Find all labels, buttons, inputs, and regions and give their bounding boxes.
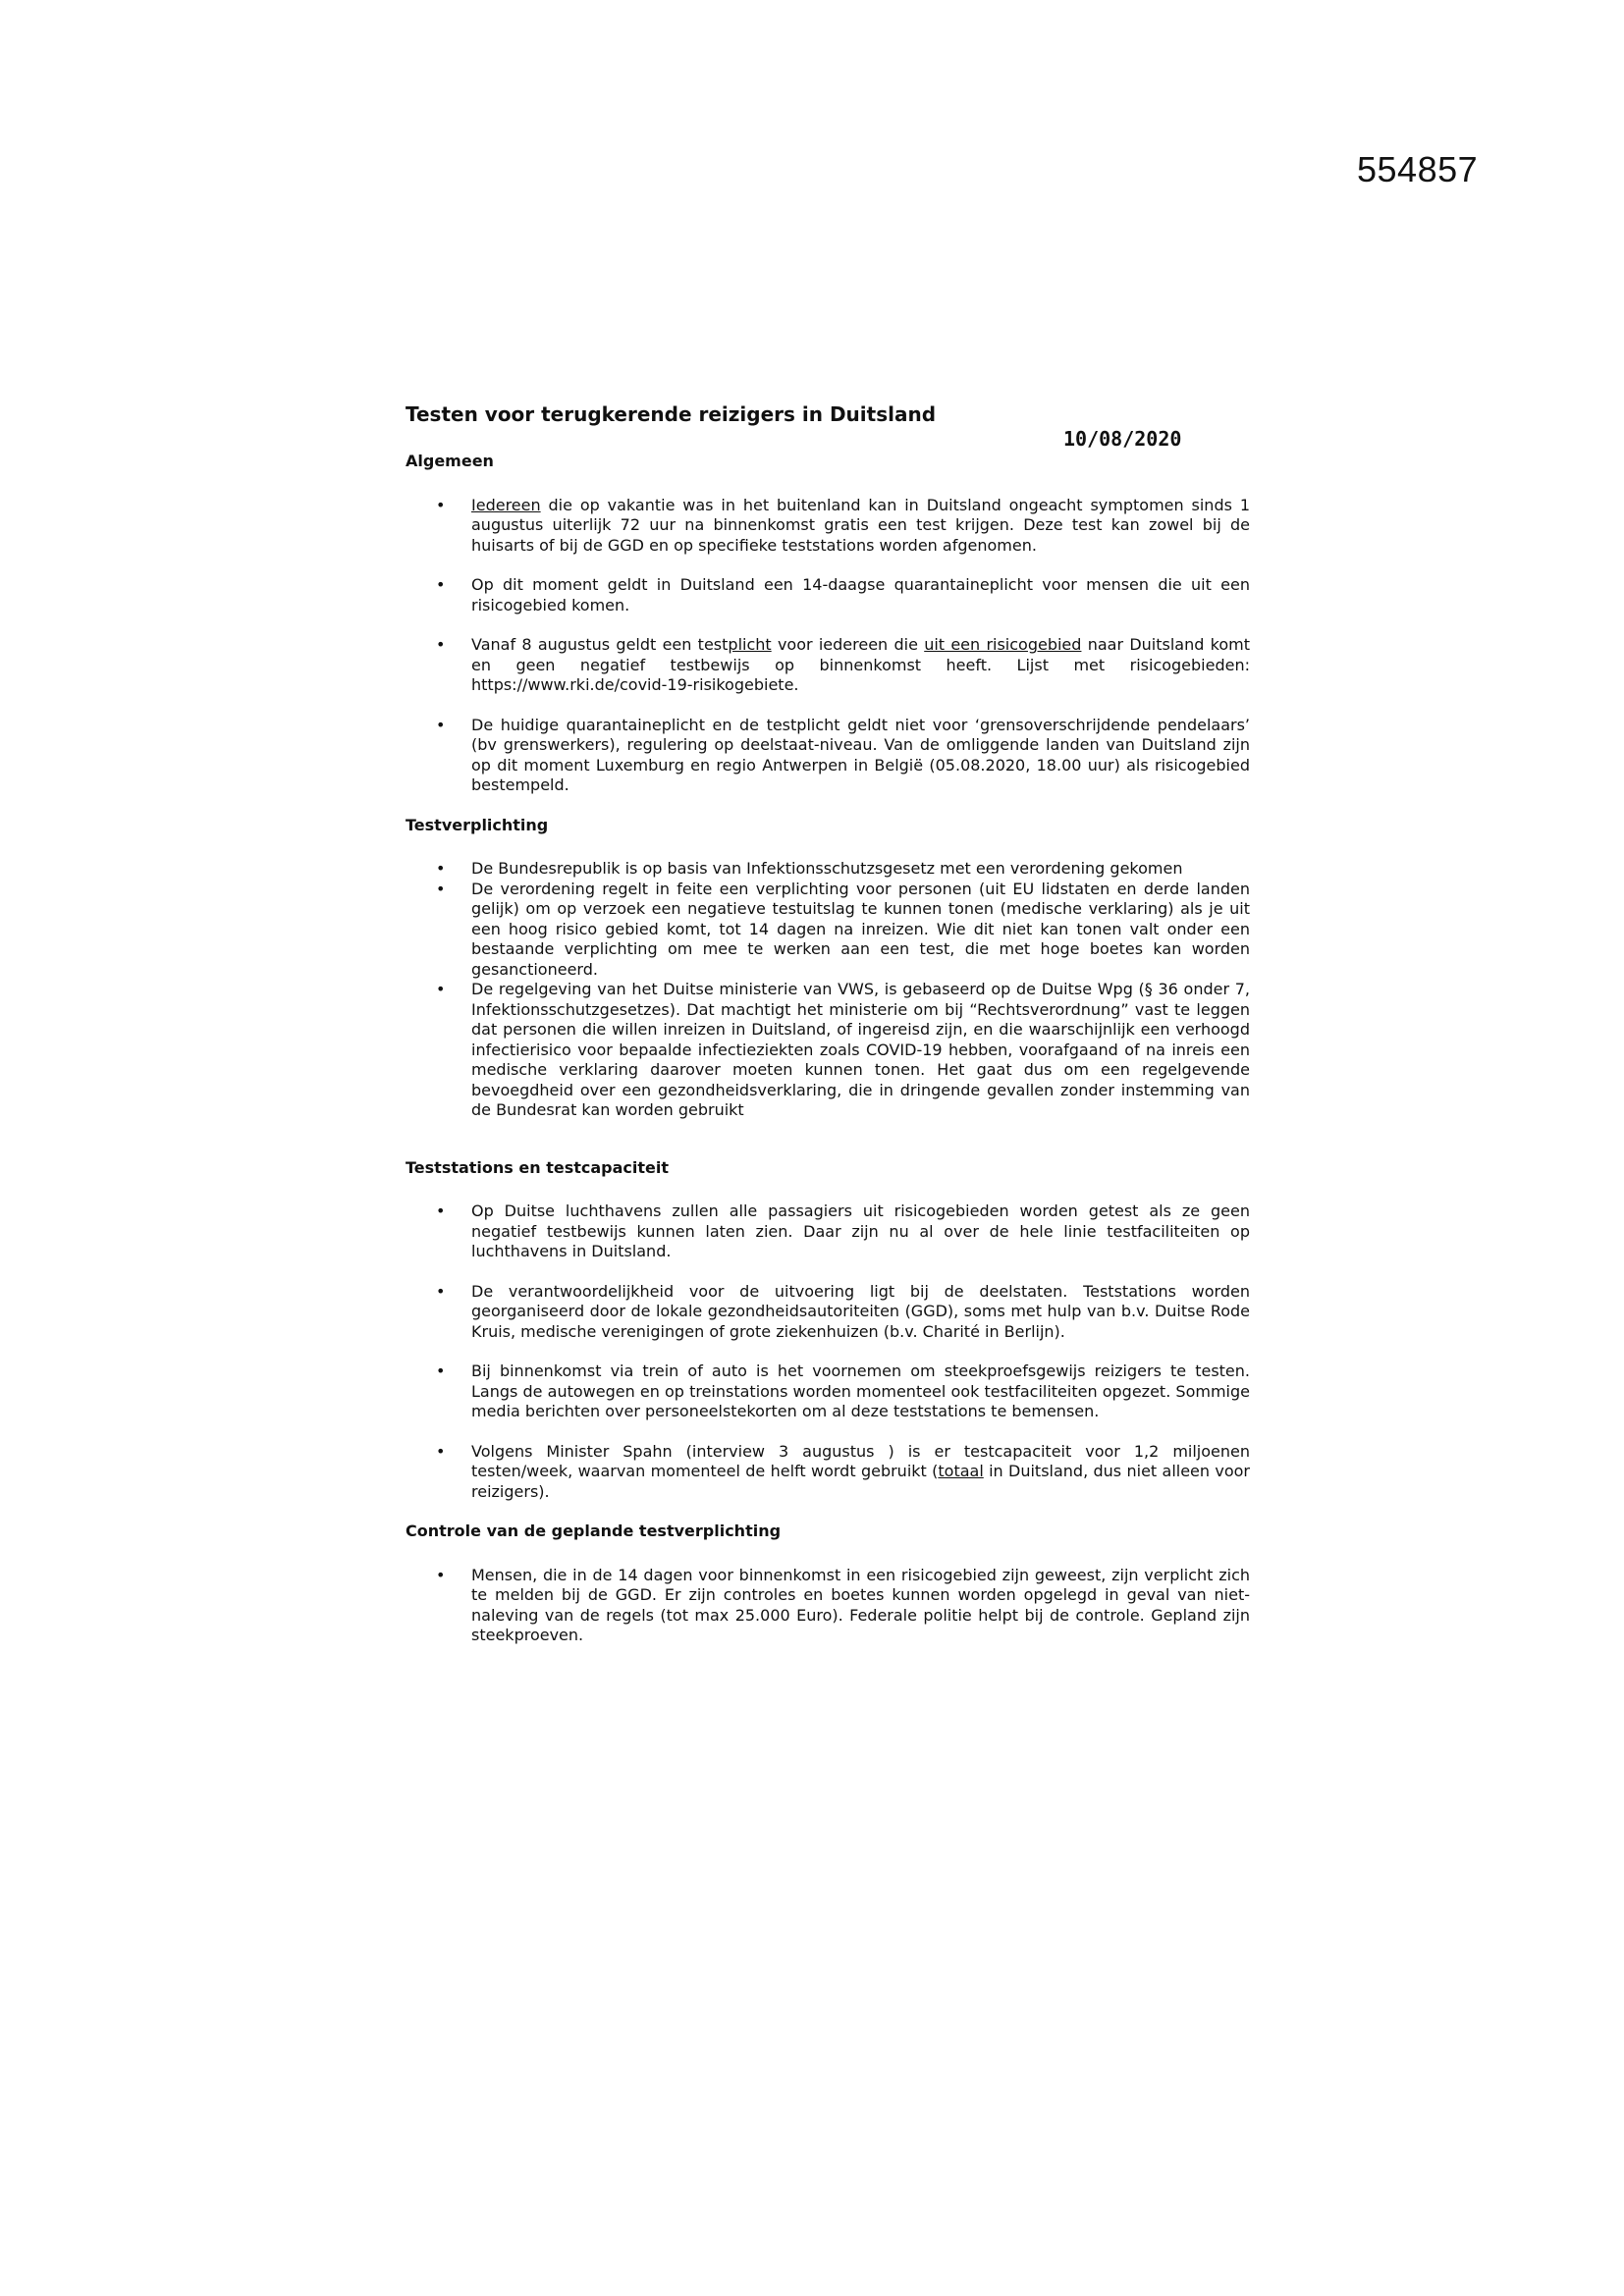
list-item xyxy=(406,1442,1250,1503)
list-item-text: in Duitsland, dus niet alleen voor reizigers). xyxy=(471,1462,1250,1501)
list-item xyxy=(406,716,1250,796)
list-item xyxy=(406,1201,1250,1262)
section-heading-teststations: Teststations en testcapaciteit xyxy=(406,1157,670,1177)
underlined-text: totaal xyxy=(938,1462,984,1480)
list-item xyxy=(406,880,1250,981)
list-item-text: Vanaf 8 augustus geldt een test xyxy=(471,635,729,654)
spacer xyxy=(406,1121,1240,1158)
list-item-text: De regelgeving van het Duitse ministerie van VWS, is gebaseerd op de Duitse Wpg (§ 36 onder 7, Infektionsschutzgesetzes). Dat machtigt het ministerie om bij “Rechtsverordnung” vast te leggen dat personen die willen inreizen in Duitsland, of ingereisd zijn, en die waarschijnlijk een verhoogd infectierisico voor bepaalde infectieziekten zoals COVID-19 hebben, voorafgaand of na inreis een medische verklaring daarover moeten kunnen tonen. Het gaat dus om een regelgevende bevoegdheid over een gezondheidsverklaring, die in dringende gevallen zonder instemming van de Bundesrat kan worden gebruikt xyxy=(471,980,1250,1119)
list-algemeen xyxy=(406,495,1250,796)
underlined-text: plicht xyxy=(728,635,772,654)
list-item xyxy=(406,1282,1250,1343)
list-item-text: Volgens Minister Spahn (interview 3 augustus ) is er testcapaciteit voor 1,2 miljoenen testen/week, waarvan momenteel de helft wordt gebruikt ( xyxy=(471,1441,1250,1480)
document-id: 554857 xyxy=(1357,149,1479,189)
list-item xyxy=(406,635,1250,696)
list-teststations xyxy=(406,1201,1250,1502)
list-item-text: naar Duitsland komt en geen negatief testbewijs op binnenkomst heeft. Lijst met risicogebieden: https://www.rki.de/covid-19-risikogebiete. xyxy=(471,635,1250,694)
list-item xyxy=(406,1362,1250,1422)
document-date: 10/08/2020 xyxy=(1063,427,1182,451)
list-item-text: De verantwoordelijkheid voor de uitvoering ligt bij de deelstaten. Teststations worden georganiseerd door de lokale gezondheidsautoriteiten (GGD), soms met hulp van b.v. Duitse Rode Kruis, medische verenigingen of grote ziekenhuizen (b.v. Charité in Berlijn). xyxy=(471,1281,1250,1341)
list-item-text: De verordening regelt in feite een verplichting voor personen (uit EU lidstaten en derde landen gelijk) om op verzoek een negatieve testuitslag te kunnen tonen (medische verklaring) als je uit een hoog risico gebied komt, tot 14 dagen na inreizen. Wie dit niet kan tonen valt onder een bestaande verplichting om mee te werken aan een test, die met hoge boetes kan worden gesanctioneerd. xyxy=(471,879,1250,979)
section-heading-testverplichting: Testverplichting xyxy=(406,815,549,834)
list-item-text: voor iedereen die xyxy=(771,635,925,654)
document-title: Testen voor terugkerende reizigers in Duitsland xyxy=(406,402,937,426)
section-heading-controle: Controle van de geplande testverplichting xyxy=(406,1522,782,1540)
list-item xyxy=(406,980,1250,1121)
list-item-text: Mensen, die in de 14 dagen voor binnenkomst in een risicogebied zijn geweest, zijn verplicht zich te melden bij de GGD. Er zijn controles en boetes kunnen worden opgelegd in geval van niet-naleving van de regels (tot max 25.000 Euro). Federale politie helpt bij de controle. Gepland zijn steekproeven. xyxy=(471,1565,1250,1644)
list-item xyxy=(406,496,1250,557)
list-item xyxy=(406,1566,1250,1646)
underlined-text: uit een risicogebied xyxy=(924,635,1082,654)
section-heading-algemeen: Algemeen xyxy=(406,452,494,470)
list-item-text: De huidige quarantaineplicht en de testplicht geldt niet voor ‘grensoverschrijdende pendelaars’ (bv grenswerkers), regulering op deelstaat-niveau. Van de omliggende landen van Duitsland zijn op dit moment Luxemburg en regio Antwerpen in België (05.08.2020, 18.00 uur) als risicogebied bestempeld. xyxy=(471,715,1250,794)
list-item-text: Bij binnenkomst via trein of auto is het voornemen om steekproefsgewijs reizigers te testen. Langs de autowegen en op treinstations worden momenteel ook testfaciliteiten opgezet. Sommige media berichten over personeelstekorten om al deze teststations te bemensen. xyxy=(471,1362,1250,1420)
list-item-text: Op dit moment geldt in Duitsland een 14-daagse quarantaineplicht voor mensen die uit een risicogebied komen. xyxy=(471,575,1250,614)
list-item xyxy=(406,859,1250,880)
list-testverplichting xyxy=(406,859,1250,1121)
list-item-text: Op Duitse luchthavens zullen alle passagiers uit risicogebieden worden getest als ze geen negatief testbewijs kunnen laten zien. Daar zijn nu al over de hele linie testfaciliteiten op luchthavens in Duitsland. xyxy=(471,1201,1250,1260)
document-body xyxy=(406,452,1250,1666)
list-item xyxy=(406,575,1250,615)
list-item-text: die op vakantie was in het buitenland kan in Duitsland ongeacht symptomen sinds 1 augustus uiterlijk 72 uur na binnenkomst gratis een test krijgen. Deze test kan zowel bij de huisarts of bij de GGD en op specifieke teststations worden afgenomen. xyxy=(471,495,1250,555)
underlined-text: Iedereen xyxy=(471,495,541,514)
list-controle xyxy=(406,1565,1250,1646)
list-item-text: De Bundesrepublik is op basis van Infektionsschutzsgesetz met een verordening gekomen xyxy=(471,859,1183,878)
